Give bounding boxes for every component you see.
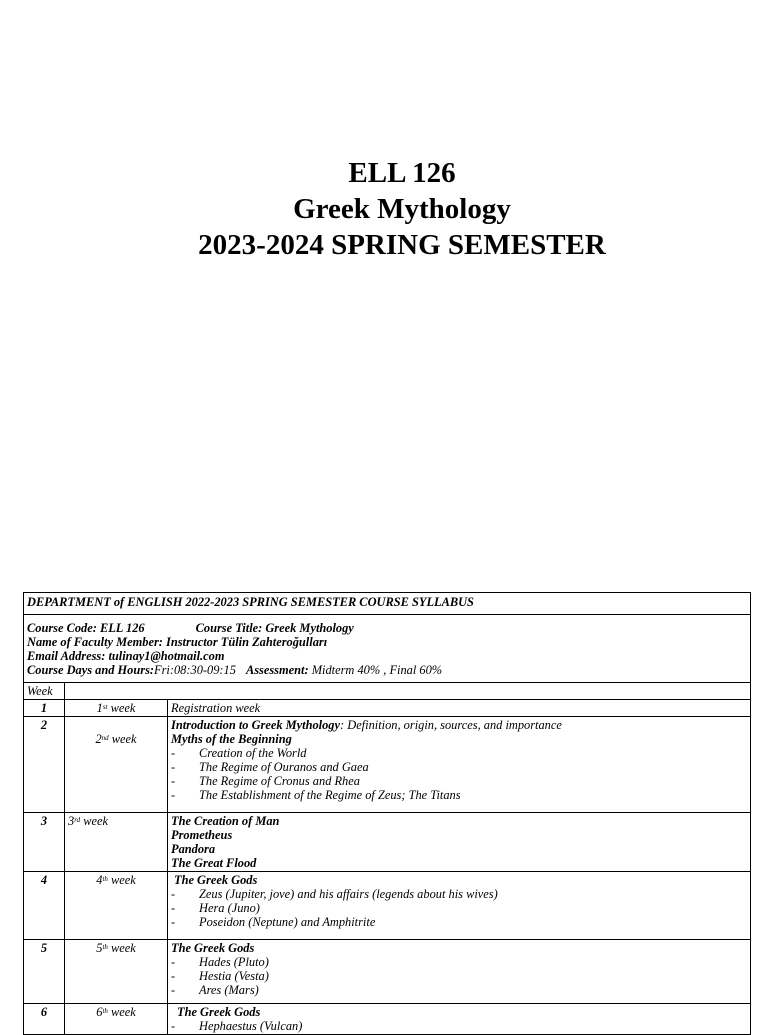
week-label: 3rd week bbox=[65, 813, 168, 872]
list-item: - Hestia (Vesta) bbox=[171, 969, 269, 983]
week-content bbox=[168, 1004, 751, 1035]
intro-heading: Introduction to Greek Mythology bbox=[171, 718, 341, 732]
table-row bbox=[24, 1004, 751, 1035]
list-item: - Hephaestus (Vulcan) bbox=[171, 1019, 303, 1033]
table-row bbox=[24, 940, 751, 1004]
week-label: 5th week bbox=[65, 940, 168, 1004]
department-row bbox=[24, 593, 751, 615]
faculty-name: Name of Faculty Member: Instructor Tülin Zahteroğulları bbox=[27, 635, 328, 649]
course-info bbox=[24, 615, 751, 683]
week-label: 6th week bbox=[65, 1004, 168, 1035]
intro-text: : Definition, origin, sources, and importance bbox=[340, 718, 562, 732]
list-item: - Hera (Juno) bbox=[171, 901, 260, 915]
week-content bbox=[168, 940, 751, 1004]
week-number: 4 bbox=[24, 872, 65, 940]
topic-line: The Creation of Man bbox=[171, 814, 280, 828]
week-label: 1st week bbox=[65, 700, 168, 717]
course-code-title: ELL 126 bbox=[348, 157, 456, 189]
list-item: - Hades (Pluto) bbox=[171, 955, 269, 969]
table-row bbox=[24, 872, 751, 940]
department-title: DEPARTMENT of ENGLISH 2022-2023 SPRING SEMESTER COURSE SYLLABUS bbox=[24, 593, 751, 615]
topic-line: Prometheus bbox=[171, 828, 233, 842]
list-item: - Ares (Mars) bbox=[171, 983, 259, 997]
syllabus-table bbox=[23, 592, 751, 1035]
topic-line: Pandora bbox=[171, 842, 216, 856]
week-number: 2 bbox=[24, 717, 65, 813]
list-item: - The Establishment of the Regime of Zeus; The Titans bbox=[171, 788, 461, 802]
week-header-row bbox=[24, 683, 751, 700]
table-row bbox=[24, 717, 751, 813]
table-row bbox=[24, 813, 751, 872]
list-item: - The Regime of Cronus and Rhea bbox=[171, 774, 360, 788]
week-label: 4th week bbox=[65, 872, 168, 940]
week-number: 3 bbox=[24, 813, 65, 872]
week-content bbox=[168, 813, 751, 872]
course-code: Course Code: ELL 126 bbox=[27, 621, 145, 635]
list-item: - Zeus (Jupiter, jove) and his affairs (legends about his wives) bbox=[171, 887, 498, 901]
course-title: Course Title: Greek Mythology bbox=[195, 621, 354, 635]
course-info-row bbox=[24, 615, 751, 683]
week-content bbox=[168, 872, 751, 940]
section-heading: The Greek Gods bbox=[171, 941, 255, 955]
assessment-value: Midterm 40% , Final 60% bbox=[311, 663, 443, 677]
days-value: Fri:08:30-09:15 bbox=[154, 663, 236, 677]
list-item: - Poseidon (Neptune) and Amphitrite bbox=[171, 915, 376, 929]
week-content: Registration week bbox=[168, 700, 751, 717]
semester-title: 2023-2024 SPRING SEMESTER bbox=[198, 229, 606, 261]
days-label: Course Days and Hours: bbox=[27, 663, 155, 677]
section-heading: Myths of the Beginning bbox=[171, 732, 292, 746]
section-heading: The Greek Gods bbox=[174, 873, 258, 887]
email-address: Email Address: tulinay1@hotmail.com bbox=[27, 649, 225, 663]
topic-line: The Great Flood bbox=[171, 856, 257, 870]
week-number: 6 bbox=[24, 1004, 65, 1035]
week-label: 2nd week bbox=[65, 717, 168, 813]
list-item: - The Regime of Ouranos and Gaea bbox=[171, 760, 369, 774]
assessment-label: Assessment: bbox=[245, 663, 309, 677]
list-item: - Creation of the World bbox=[171, 746, 307, 760]
course-name-title: Greek Mythology bbox=[293, 193, 511, 225]
week-column-header: Week bbox=[24, 683, 65, 700]
week-number: 5 bbox=[24, 940, 65, 1004]
week-number: 1 bbox=[24, 700, 65, 717]
section-heading: The Greek Gods bbox=[177, 1005, 261, 1019]
document-title-block bbox=[0, 155, 768, 263]
week-content bbox=[168, 717, 751, 813]
table-row bbox=[24, 700, 751, 717]
